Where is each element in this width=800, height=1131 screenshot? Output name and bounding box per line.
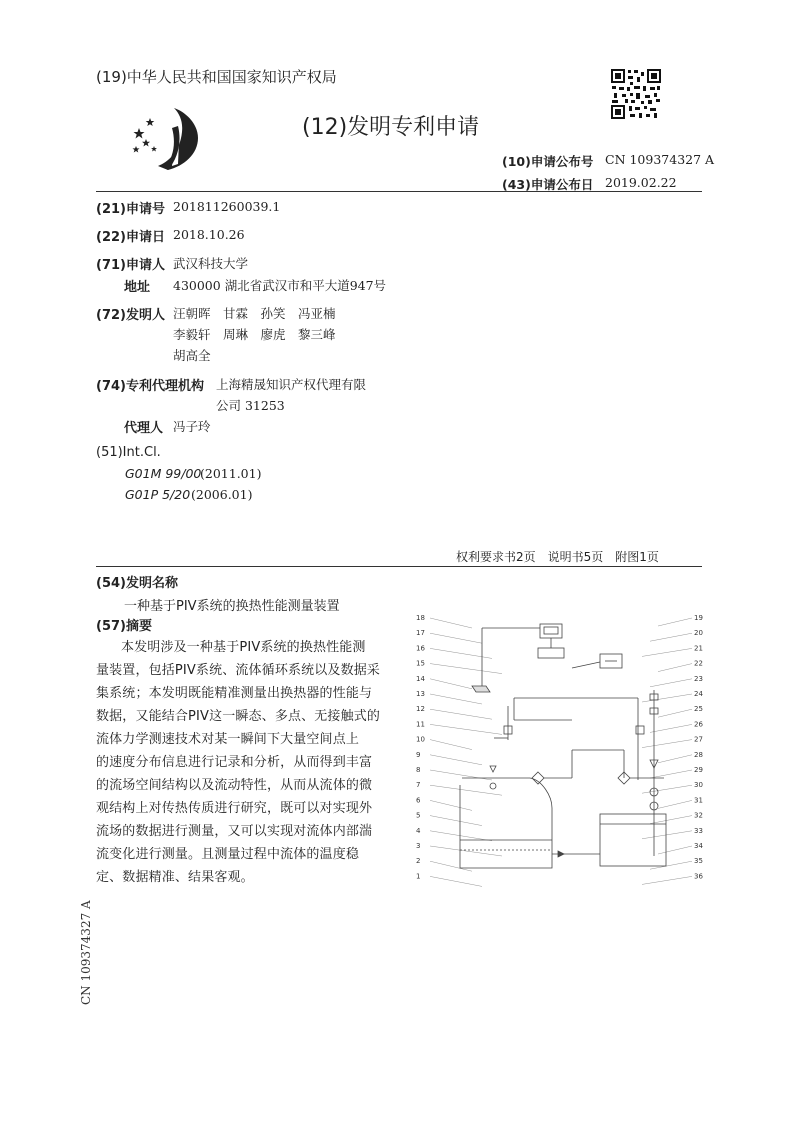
application-number-label: (21)申请号	[96, 202, 165, 217]
figure-leader-line	[650, 861, 692, 869]
figure-leader-line	[430, 633, 482, 643]
abstract-line: 观结构上对传热传质进行研究，既可以对实现外	[96, 801, 373, 816]
applicant-label: (71)申请人	[96, 258, 165, 273]
figure-leader-line	[642, 694, 692, 702]
abstract-line: 流场的数据进行测量，又可以实现对流体内部湍	[96, 824, 373, 839]
figure-callout-left: 6	[416, 796, 421, 805]
figure-leader-line	[658, 618, 692, 626]
figure-leader-line	[430, 876, 482, 886]
figure-leader-line	[650, 633, 692, 641]
figure-callout-left: 3	[416, 842, 421, 850]
figure-callout-right: 36	[694, 872, 703, 881]
figure-callout-left: 4	[416, 826, 421, 835]
class-2: G01P 5/20	[125, 487, 191, 502]
figure-leader-line	[430, 755, 482, 765]
office-name: (19)中华人民共和国国家知识产权局	[96, 68, 337, 86]
figure-callout-right: 22	[694, 659, 703, 668]
figure-callout-left: 9	[416, 750, 421, 759]
figure-callout-left: 8	[416, 766, 421, 774]
figure-callout-left: 1	[416, 872, 421, 881]
figure-leader-line	[642, 648, 692, 656]
figure-leader-line	[650, 816, 692, 824]
inventors-line-1: 汪朝晖 甘霖 孙笑 冯亚楠	[173, 306, 336, 321]
document-type-title: (12)发明专利申请	[302, 115, 480, 140]
apparatus-diagram	[412, 610, 712, 895]
agent-label: 代理人	[124, 421, 164, 436]
figure-callout-left: 15	[416, 659, 425, 668]
figure-callout-right: 31	[694, 796, 703, 805]
figure-callout-left: 5	[416, 811, 421, 820]
application-number: 201811260039.1	[173, 199, 281, 214]
title-label: (54)发明名称	[96, 576, 178, 591]
figure-callout-left: 13	[416, 690, 425, 698]
figure-callout-right: 21	[694, 644, 703, 653]
figure-callout-left: 10	[416, 735, 425, 744]
abstract-line: 定、数据精准、结果客观。	[96, 870, 254, 885]
figure-leader-line	[642, 740, 692, 748]
abstract-label: (57)摘要	[96, 619, 152, 634]
abstract-line: 集系统；本发明既能精准测量出换热器的性能与	[96, 686, 373, 701]
abstract-line: 本发明涉及一种基于PIV系统的换热性能测	[121, 640, 366, 655]
figure-callout-left: 16	[416, 644, 425, 653]
figure-leader-line	[650, 724, 692, 732]
figure-leader-line	[658, 664, 692, 672]
figure-leader-line	[642, 785, 692, 793]
publication-number: CN 109374327 A	[605, 152, 715, 167]
figure-callout-right: 28	[694, 750, 703, 759]
side-publication-number	[76, 898, 96, 1008]
abstract-line: 流体力学测速技术对某一瞬间下大量空间点上	[96, 732, 360, 747]
figure-callout-left: 17	[416, 629, 425, 638]
figure-callout-right: 33	[694, 826, 703, 835]
agency-line-1: 上海精晟知识产权代理有限	[216, 377, 367, 392]
figure-callout-right: 35	[694, 857, 703, 866]
application-date: 2018.10.26	[173, 227, 245, 242]
figure-leader-line	[658, 800, 692, 808]
figure-leader-line	[430, 861, 472, 871]
abstract-line: 数据，又能结合PIV这一瞬态、多点、无接触式的	[96, 709, 381, 724]
figure-leader-line	[430, 816, 482, 826]
figure-callout-right: 26	[694, 720, 703, 729]
figure-callout-right: 29	[694, 766, 703, 774]
figure-leader-line	[642, 831, 692, 839]
class-2-date: (2006.01)	[191, 487, 253, 502]
address-label: 地址	[124, 280, 151, 295]
inventors-line-3: 胡高全	[173, 348, 211, 363]
address: 430000 湖北省武汉市和平大道947号	[173, 278, 387, 293]
figure-leader-line	[658, 755, 692, 763]
figure-leader-line	[430, 724, 502, 734]
figure-callout-left: 14	[416, 674, 425, 683]
figure-leader-line	[642, 876, 692, 884]
figure-leader-line	[430, 679, 472, 689]
figure-leader-line	[650, 770, 692, 778]
agent: 冯子玲	[173, 419, 211, 434]
figure-leader-line	[430, 709, 492, 719]
figure-callout-left: 2	[416, 857, 421, 866]
figure-callout-right: 25	[694, 705, 703, 714]
abstract-line: 量装置，包括PIV系统、流体循环系统以及数据采	[96, 663, 381, 678]
class-1: G01M 99/00	[125, 466, 202, 481]
abstract-line: 的速度分布信息进行记录和分析，从而得到丰富	[96, 755, 373, 770]
figure-callout-right: 23	[694, 674, 703, 683]
figure-callout-right: 32	[694, 811, 703, 820]
section-divider	[96, 566, 702, 567]
publication-number-label: (10)申请公布号	[502, 154, 594, 169]
inventors-line-2: 李毅轩 周琳 廖虎 黎三峰	[173, 327, 336, 342]
intcl-label: (51)Int.Cl.	[96, 445, 161, 460]
figure-leader-line	[650, 679, 692, 687]
figure-leader-line	[430, 694, 482, 704]
side-publication-number-text: CN 109374327 A	[79, 900, 93, 1005]
figure-leader-line	[658, 709, 692, 717]
figure-leader-line	[430, 800, 472, 810]
figure-callout-left: 18	[416, 614, 425, 622]
abstract-line: 流变化进行测量。且测量过程中流体的温度稳	[96, 847, 360, 862]
publication-date: 2019.02.22	[605, 175, 677, 190]
figure-leader-line	[658, 846, 692, 854]
figure-leader-line	[430, 664, 502, 674]
figure-leader-line	[430, 740, 472, 750]
figure-leader-line	[430, 618, 472, 628]
publication-date-label: (43)申请公布日	[502, 177, 594, 192]
figure-callout-left: 11	[416, 720, 425, 729]
figure-callout-right: 20	[694, 629, 703, 638]
class-1-date: (2011.01)	[200, 466, 262, 481]
inventors-label: (72)发明人	[96, 308, 165, 323]
figure-callout-right: 30	[694, 781, 703, 790]
page-counts: 权利要求书2页 说明书5页 附图1页	[456, 550, 659, 564]
figure-callout-right: 24	[694, 690, 703, 698]
abstract-line: 的流场空间结构以及流动特性，从而从流体的微	[96, 778, 373, 793]
figure-leader-line	[430, 831, 492, 841]
figure-callout-left: 12	[416, 705, 425, 714]
qr-code-icon	[610, 68, 662, 120]
figure-callout-right: 34	[694, 842, 703, 850]
cnipa-logo-icon	[128, 102, 210, 174]
figure-callout-right: 27	[694, 735, 703, 744]
applicant: 武汉科技大学	[173, 256, 249, 271]
figure-callout-right: 19	[694, 614, 703, 622]
invention-title: 一种基于PIV系统的换热性能测量装置	[124, 599, 340, 614]
agency-label: (74)专利代理机构	[96, 379, 204, 394]
application-date-label: (22)申请日	[96, 230, 165, 245]
figure-leader-line	[430, 648, 492, 658]
figure-leader-line	[430, 785, 502, 795]
header-divider	[96, 191, 702, 192]
figure-leader-line	[430, 846, 502, 856]
figure-leader-line	[430, 770, 492, 780]
figure-callout-left: 7	[416, 781, 421, 790]
agency-line-2: 公司 31253	[216, 398, 285, 413]
